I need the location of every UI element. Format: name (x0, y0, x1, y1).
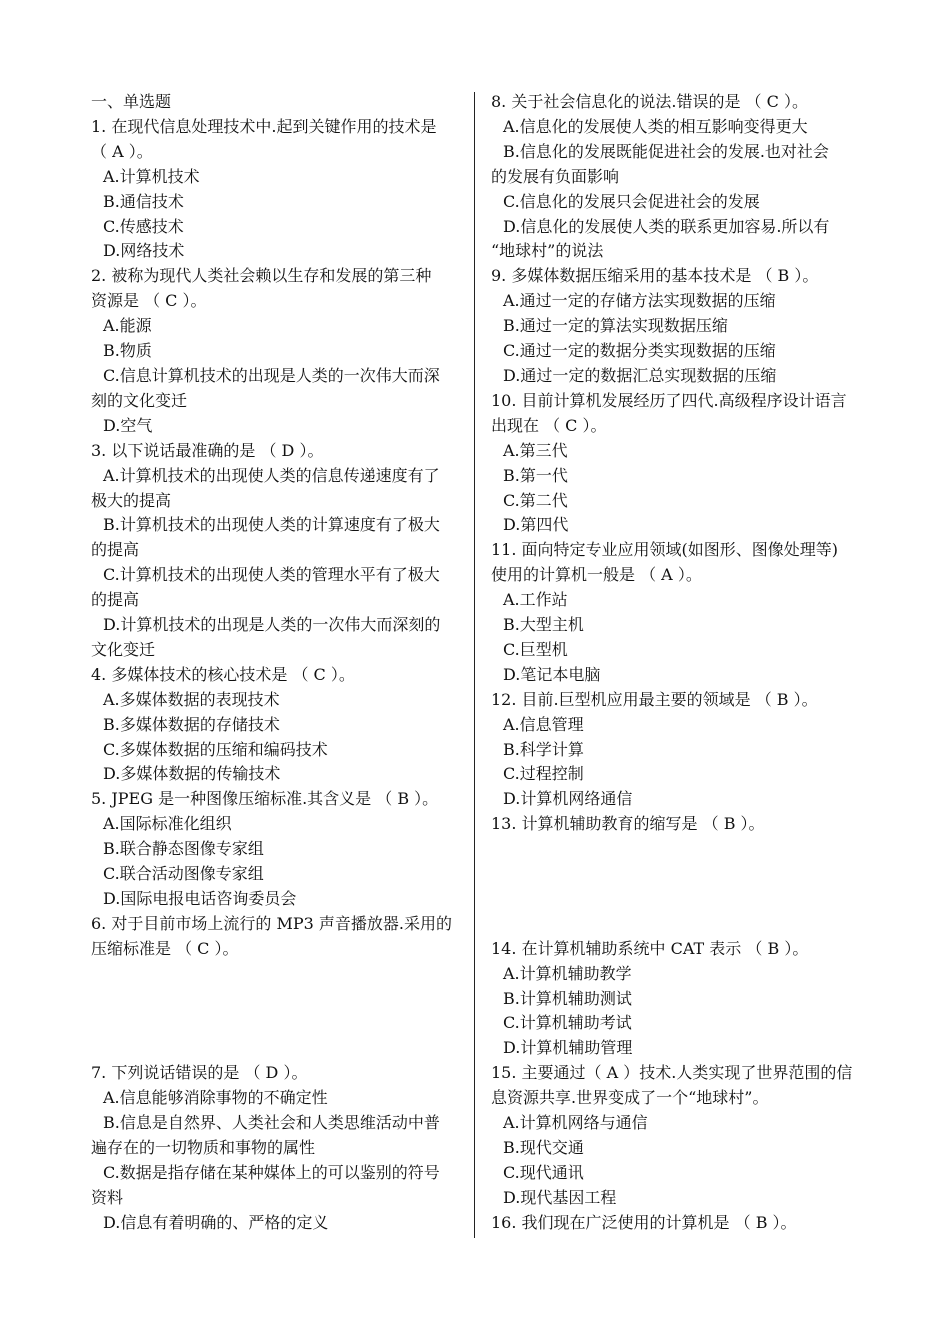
option-line: C.第二代 (503, 490, 568, 510)
option-line: A.计算机辅助教学 (503, 963, 632, 983)
option-line: C.计算机辅助考试 (503, 1013, 632, 1033)
option-line: D.计算机辅助管理 (503, 1038, 633, 1058)
option-line: B.多媒体数据的存储技术 (103, 714, 280, 734)
question-line: 一、单选题 (91, 92, 172, 111)
option-line: A.通过一定的存储方法实现数据的压缩 (503, 291, 776, 311)
option-line: A.信息能够消除事物的不确定性 (103, 1088, 328, 1108)
question-line: 资源是 （ C ）。 (91, 291, 207, 311)
option-line: A.信息管理 (503, 714, 584, 734)
option-line: C.现代通讯 (503, 1162, 584, 1182)
option-line: C.数据是指存储在某种媒体上的可以鉴别的符号 (103, 1162, 440, 1182)
option-line: B.科学计算 (503, 739, 584, 759)
option-line: D.计算机技术的出现是人类的一次伟大而深刻的 (103, 615, 441, 635)
option-line: D.信息化的发展使人类的联系更加容易.所以有 (503, 216, 830, 236)
question-line: 文化变迁 (91, 639, 156, 659)
option-line: A.计算机网络与通信 (503, 1113, 648, 1133)
option-line: A.计算机技术 (103, 166, 200, 186)
option-line: C.联合活动图像专家组 (103, 864, 264, 884)
question-line: 的发展有负面影响 (491, 166, 620, 186)
option-line: D.空气 (103, 415, 153, 435)
option-line: B.大型主机 (503, 615, 584, 635)
option-line: B.通信技术 (103, 191, 184, 211)
blank-line (491, 887, 863, 912)
question-line: 8. 关于社会信息化的说法.错误的是 （ C ）。 (491, 92, 808, 111)
right-column (491, 90, 863, 1236)
option-line: A.第三代 (503, 440, 568, 460)
question-line: 遍存在的一切物质和事物的属性 (91, 1138, 316, 1157)
option-line: B.计算机技术的出现使人类的计算速度有了极大 (103, 515, 440, 535)
question-line: “地球村”的说法 (491, 241, 604, 261)
question-line: 2. 被称为现代人类社会赖以生存和发展的第三种 (91, 266, 432, 286)
question-line: 7. 下列说话错误的是 （ D ）。 (91, 1063, 308, 1083)
blank-line (91, 987, 465, 1012)
option-line: A.多媒体数据的表现技术 (103, 689, 280, 709)
column-divider (474, 92, 475, 1238)
option-line: B.计算机辅助测试 (503, 988, 632, 1008)
question-line: 5. JPEG 是一种图像压缩标准.其含义是 （ B ）。 (91, 789, 439, 809)
option-line: D.通过一定的数据汇总实现数据的压缩 (503, 365, 777, 385)
option-line: A.工作站 (503, 590, 568, 610)
question-line: 15. 主要通过（ A ）技术.人类实现了世界范围的信 (491, 1063, 853, 1083)
question-line: 使用的计算机一般是 （ A ）。 (491, 565, 702, 585)
option-line: D.网络技术 (103, 241, 185, 261)
option-line: D.现代基因工程 (503, 1187, 617, 1207)
option-line: C.通过一定的数据分类实现数据的压缩 (503, 341, 776, 361)
question-line: 压缩标准是 （ C ）。 (91, 938, 239, 958)
blank-line (491, 862, 863, 887)
question-line: 3. 以下说话最准确的是 （ D ）。 (91, 440, 324, 460)
question-line: （ A ）。 (91, 141, 153, 161)
question-line: 极大的提高 (91, 490, 172, 510)
question-line: 6. 对于目前市场上流行的 MP3 声音播放器.采用的 (91, 913, 452, 933)
blank-line (491, 912, 863, 937)
question-line: 的提高 (91, 590, 140, 610)
blank-line (91, 962, 465, 987)
question-line: 11. 面向特定专业应用领域(如图形、图像处理等) (491, 540, 839, 560)
option-line: C.传感技术 (103, 216, 184, 236)
question-line: 4. 多媒体技术的核心技术是 （ C ）。 (91, 664, 355, 684)
option-line: C.信息计算机技术的出现是人类的一次伟大而深 (103, 365, 440, 385)
question-line: 刻的文化变迁 (91, 390, 188, 410)
option-line: B.信息化的发展既能促进社会的发展.也对社会 (503, 141, 829, 161)
question-line: 14. 在计算机辅助系统中 CAT 表示 （ B ）。 (491, 938, 809, 958)
option-line: B.联合静态图像专家组 (103, 839, 264, 859)
question-line: 出现在 （ C ）。 (491, 415, 607, 435)
question-line: 息资源共享.世界变成了一个“地球村”。 (491, 1088, 769, 1108)
option-line: D.国际电报电话咨询委员会 (103, 889, 297, 908)
option-line: B.现代交通 (503, 1138, 584, 1157)
question-line: 16. 我们现在广泛使用的计算机是 （ B ）。 (491, 1212, 797, 1232)
question-line: 资料 (91, 1187, 124, 1207)
option-line: B.信息是自然界、人类社会和人类思维活动中普 (103, 1113, 440, 1133)
option-line: B.通过一定的算法实现数据压缩 (503, 316, 728, 336)
option-line: D.笔记本电脑 (503, 664, 601, 684)
option-line: D.计算机网络通信 (503, 789, 633, 809)
option-line: A.国际标准化组织 (103, 814, 232, 834)
blank-line (91, 1036, 465, 1061)
option-line: D.信息有着明确的、严格的定义 (103, 1212, 329, 1232)
option-line: A.计算机技术的出现使人类的信息传递速度有了 (103, 465, 440, 485)
question-line: 13. 计算机辅助教育的缩写是 （ B ）。 (491, 814, 765, 834)
option-line: C.过程控制 (503, 764, 584, 784)
blank-line (91, 1012, 465, 1037)
left-column (91, 90, 465, 1236)
option-line: D.多媒体数据的传输技术 (103, 764, 281, 784)
question-line: 9. 多媒体数据压缩采用的基本技术是 （ B ）。 (491, 266, 819, 286)
option-line: B.第一代 (503, 465, 568, 485)
question-line: 12. 目前.巨型机应用最主要的领域是 （ B ）。 (491, 689, 818, 709)
option-line: C.信息化的发展只会促进社会的发展 (503, 191, 760, 211)
option-line: C.计算机技术的出现使人类的管理水平有了极大 (103, 565, 440, 585)
option-line: A.能源 (103, 316, 152, 336)
blank-line (491, 837, 863, 862)
question-line: 的提高 (91, 540, 140, 560)
option-line: A.信息化的发展使人类的相互影响变得更大 (503, 116, 808, 136)
question-line: 1. 在现代信息处理技术中.起到关键作用的技术是 (91, 116, 437, 136)
question-line: 10. 目前计算机发展经历了四代.高级程序设计语言 (491, 390, 847, 410)
option-line: D.第四代 (503, 515, 569, 535)
option-line: C.巨型机 (503, 639, 568, 659)
option-line: B.物质 (103, 341, 152, 361)
option-line: C.多媒体数据的压缩和编码技术 (103, 739, 328, 759)
